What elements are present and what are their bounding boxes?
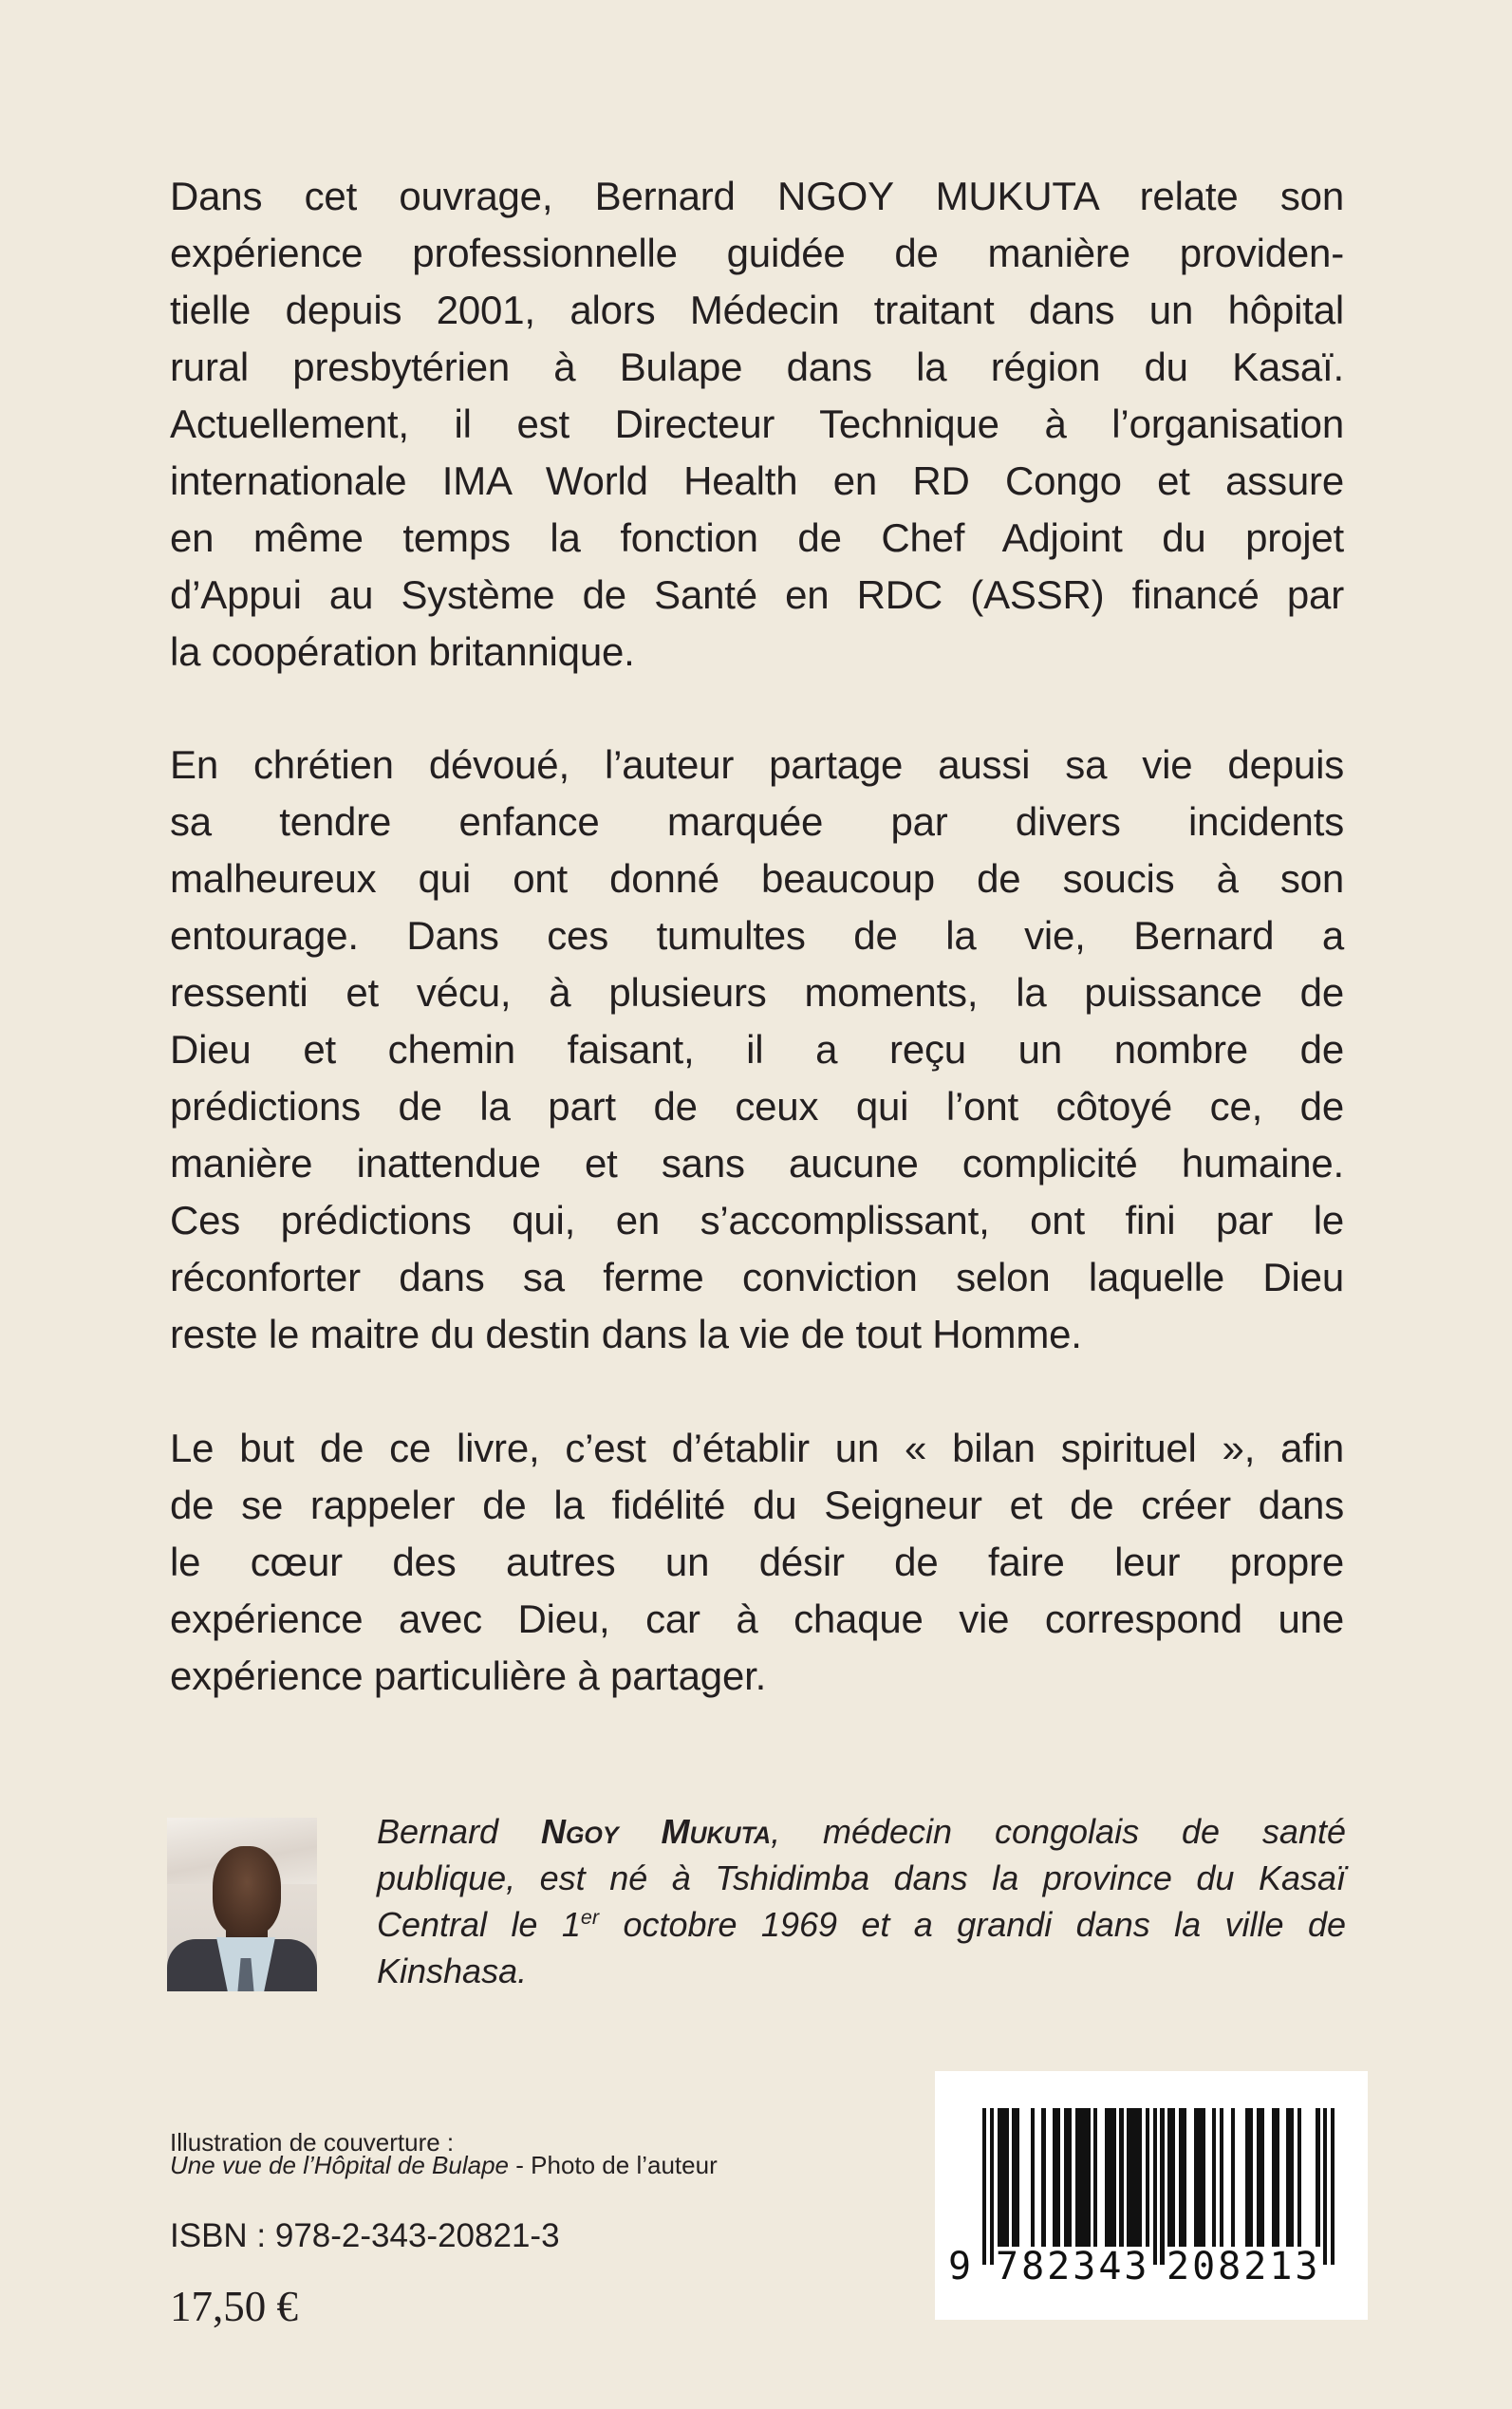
bio-line	[377, 1901, 1346, 1948]
barcode-bar	[1056, 2108, 1060, 2247]
cover-illustration-credit	[170, 2128, 718, 2179]
barcode-bar	[1068, 2108, 1072, 2247]
barcode-bar	[1112, 2108, 1116, 2247]
text-line: Dans cet ouvrage, Bernard NGOY MUKUTA relate son	[170, 174, 1344, 218]
text-line: expérience avec Dieu, car à chaque vie correspond une	[170, 1597, 1344, 1641]
paragraph-2	[170, 737, 1344, 1363]
barcode-bar	[1138, 2108, 1142, 2247]
barcode-left-digits: 782343	[996, 2245, 1150, 2288]
bio-text: Central le 1	[377, 1905, 581, 1944]
barcode-bar	[1249, 2108, 1253, 2247]
barcode-bar	[1153, 2108, 1157, 2265]
barcode-bar	[982, 2108, 986, 2265]
price: 17,50 €	[170, 2283, 298, 2330]
text-line: Dieu et chemin faisant, il a reçu un nombre de	[170, 1027, 1344, 1072]
text-line: réconforter dans sa ferme conviction selon laquelle Dieu	[170, 1255, 1344, 1299]
barcode-bar	[1146, 2108, 1149, 2247]
text-line: tielle depuis 2001, alors Médecin traitant dans un hôpital	[170, 288, 1344, 332]
barcode-bar	[1201, 2108, 1204, 2247]
barcode-first-digit: 9	[948, 2245, 972, 2288]
text-line: de se rappeler de la fidélité du Seigneur et de créer dans	[170, 1483, 1344, 1527]
bio-line	[377, 1808, 1346, 1855]
text-line: expérience particulière à partager.	[170, 1653, 767, 1698]
text-line: le cœur des autres un désir de faire leur propre	[170, 1540, 1344, 1584]
ordinal-superscript: er	[580, 1905, 600, 1930]
text-line: malheureux qui ont donné beaucoup de soucis à son	[170, 856, 1344, 901]
barcode-bar	[990, 2108, 994, 2265]
barcode-bar	[1231, 2108, 1235, 2247]
barcode	[935, 2071, 1368, 2320]
text-line: la coopération britannique.	[170, 629, 635, 674]
bio-text: , médecin congolais de santé	[771, 1812, 1346, 1851]
barcode-bar	[1016, 2108, 1019, 2247]
text-line: Le but de ce livre, c’est d’établir un « bilan spirituel », afin	[170, 1426, 1344, 1470]
barcode-bar	[1276, 2108, 1279, 2247]
barcode-bar	[1212, 2108, 1216, 2247]
barcode-bar	[1260, 2108, 1264, 2247]
text-line: expérience professionnelle guidée de manière providen-	[170, 231, 1344, 275]
barcode-bar	[1086, 2108, 1090, 2247]
text-line: manière inattendue et sans aucune complicité humaine.	[170, 1141, 1344, 1186]
text-line: rural presbytérien à Bulape dans la région du Kasaï.	[170, 345, 1344, 389]
text-line: En chrétien dévoué, l’auteur partage aussi sa vie depuis	[170, 742, 1344, 787]
text-line: reste le maitre du destin dans la vie de tout Homme.	[170, 1312, 1082, 1356]
barcode-bar	[1031, 2108, 1035, 2247]
text-line: sa tendre enfance marquée par divers incidents	[170, 799, 1344, 844]
author-photo	[167, 1818, 317, 1991]
barcode-bar	[1041, 2108, 1045, 2247]
bio-line: Kinshasa.	[377, 1951, 528, 1990]
bio-line: publique, est né à Tshidimba dans la province du Kasaï	[377, 1858, 1346, 1897]
text-line: prédictions de la part de ceux qui l’ont côtoyé ce, de	[170, 1084, 1344, 1129]
credit-rest: - Photo de l’auteur	[509, 2151, 718, 2179]
text-line: Ces prédictions qui, en s’accomplissant, ont fini par le	[170, 1198, 1344, 1242]
credit-label: Illustration de couverture :	[170, 2128, 455, 2157]
paragraph-1	[170, 168, 1344, 681]
credit-title: Une vue de l’Hôpital de Bulape	[170, 2151, 510, 2179]
text-line: ressenti et vécu, à plusieurs moments, la puissance de	[170, 970, 1344, 1015]
author-first-name: Bernard	[377, 1812, 499, 1851]
text-line: d’Appui au Système de Santé en RDC (ASSR) financé par	[170, 572, 1344, 617]
barcode-bar	[1220, 2108, 1223, 2247]
barcode-bar	[1119, 2108, 1123, 2247]
barcode-bar	[1160, 2108, 1164, 2265]
barcode-bar	[1093, 2108, 1097, 2247]
text-line: internationale IMA World Health en RD Congo et assure	[170, 458, 1344, 503]
barcode-bar	[1316, 2108, 1319, 2247]
barcode-bar	[1183, 2108, 1186, 2247]
bio-text: octobre 1969 et a grandi dans la ville de	[599, 1905, 1346, 1944]
isbn: ISBN : 978-2-343-20821-3	[170, 2217, 560, 2254]
barcode-bar	[1004, 2108, 1008, 2247]
barcode-bar	[1290, 2108, 1294, 2247]
text-line: en même temps la fonction de Chef Adjoint du projet	[170, 515, 1344, 560]
barcode-bar	[1323, 2108, 1327, 2265]
barcode-bar	[1171, 2108, 1175, 2247]
text-line: entourage. Dans ces tumultes de la vie, Bernard a	[170, 913, 1344, 958]
barcode-right-digits: 208213	[1167, 2245, 1321, 2288]
barcode-bar	[1331, 2108, 1335, 2265]
photo-head	[213, 1846, 281, 1936]
paragraph-3	[170, 1420, 1344, 1705]
barcode-bars	[982, 2108, 1335, 2265]
text-line: Actuellement, il est Directeur Technique à l’organisation	[170, 402, 1344, 446]
author-bio	[377, 1808, 1346, 1994]
author-surname: Ngoy Mukuta	[540, 1812, 772, 1851]
credit-detail	[170, 2151, 718, 2179]
barcode-bar	[1297, 2108, 1301, 2247]
